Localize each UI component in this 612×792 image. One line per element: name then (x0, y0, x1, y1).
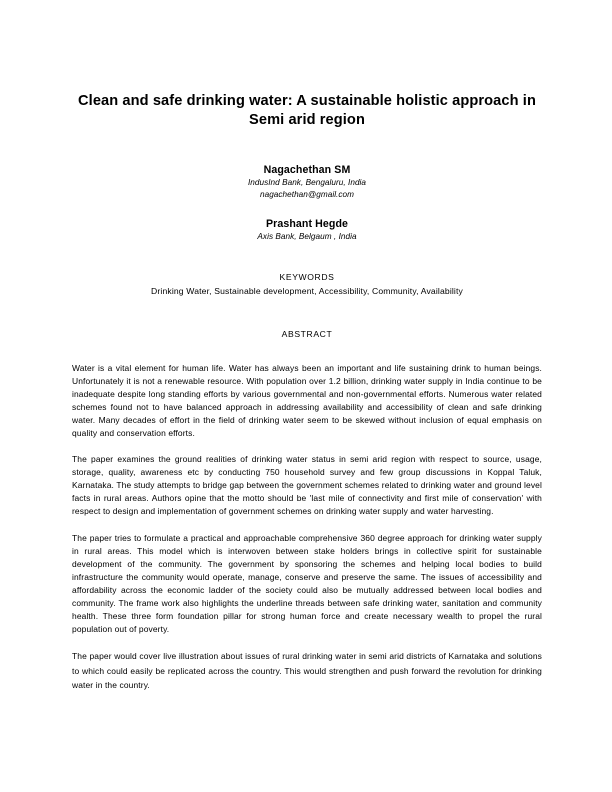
abstract-heading: ABSTRACT (281, 328, 333, 339)
page-title: Clean and safe drinking water: A sustainable holistic approach in Semi arid region (78, 93, 536, 128)
page-content (72, 0, 542, 693)
abstract-body (72, 362, 542, 694)
abstract-heading-wrap (72, 328, 542, 341)
author-entry (72, 163, 542, 200)
abstract-paragraph: The paper tries to formulate a practical and approachable comprehensive 360 degree approach for drinking water supply in rural areas. This model which is interwoven between stake holders brings in collective spirit for sustainable development of the community. The government by sponsoring the schemes and helping local bodies to build infrastructure the community would operate, manage, conserve and preserve the same. The issues of accessibility and affordability across the economic ladder of the society could also be mutually addressed between local bodies and community. The frame work also highlights the underline threads between safe drinking water, sanitation and community health. These three form foundation pillar for strong human force and create necessary wealth to propel the rural population out of poverty. (72, 532, 542, 635)
keywords-section (72, 271, 542, 298)
author-name: Prashant Hegde (265, 218, 349, 230)
abstract-paragraph: The paper examines the ground realities of drinking water status in semi arid region with respect to source, usage, storage, quality, awareness etc by conducting 750 household survey and few group discussions in Koppal Taluk, Karnataka. The study attempts to bridge gap between the government schemes related to drinking water and ground level facts in rural areas. Authors opine that the motto should be 'last mile of connectivity and first mile of conservation' with respect to design and implementation of government schemes on drinking water supply and water harvesting. (72, 454, 542, 517)
author-list (72, 163, 542, 243)
author-affiliation: IndusInd Bank, Bengaluru, India (247, 178, 367, 187)
keywords-list: Drinking Water, Sustainable development, Accessibility, Community, Availability (151, 285, 463, 296)
abstract-paragraph: Water is a vital element for human life. Water has always been an important and life sustaining drink to human beings. Unfortunately it is not a renewable resource. With population over 1.2 billion, drinking water supply in India continue to be inadequate despite long standing efforts by various governmental and non-governmental efforts. Numerous water related schemes found not to have balanced approach in addressing availability and accessibility of clean and safe drinking water. Many decades of effort in the field of drinking water seem to be skewed without inclusion of equal emphasis on quality and conservation efforts. (72, 362, 542, 438)
abstract-paragraph: The paper would cover live illustration about issues of rural drinking water in semi arid districts of Karnataka and solutions to which could easily be replicated across the country. This would strengthen and push forward the revolution for drinking water in the country. (72, 651, 542, 691)
author-entry (72, 217, 542, 243)
author-affiliation: Axis Bank, Belgaum , India (257, 232, 357, 241)
keywords-heading: KEYWORDS (279, 271, 335, 282)
author-email[interactable]: nagachethan@gmail.com (259, 189, 355, 199)
author-name: Nagachethan SM (263, 164, 351, 176)
